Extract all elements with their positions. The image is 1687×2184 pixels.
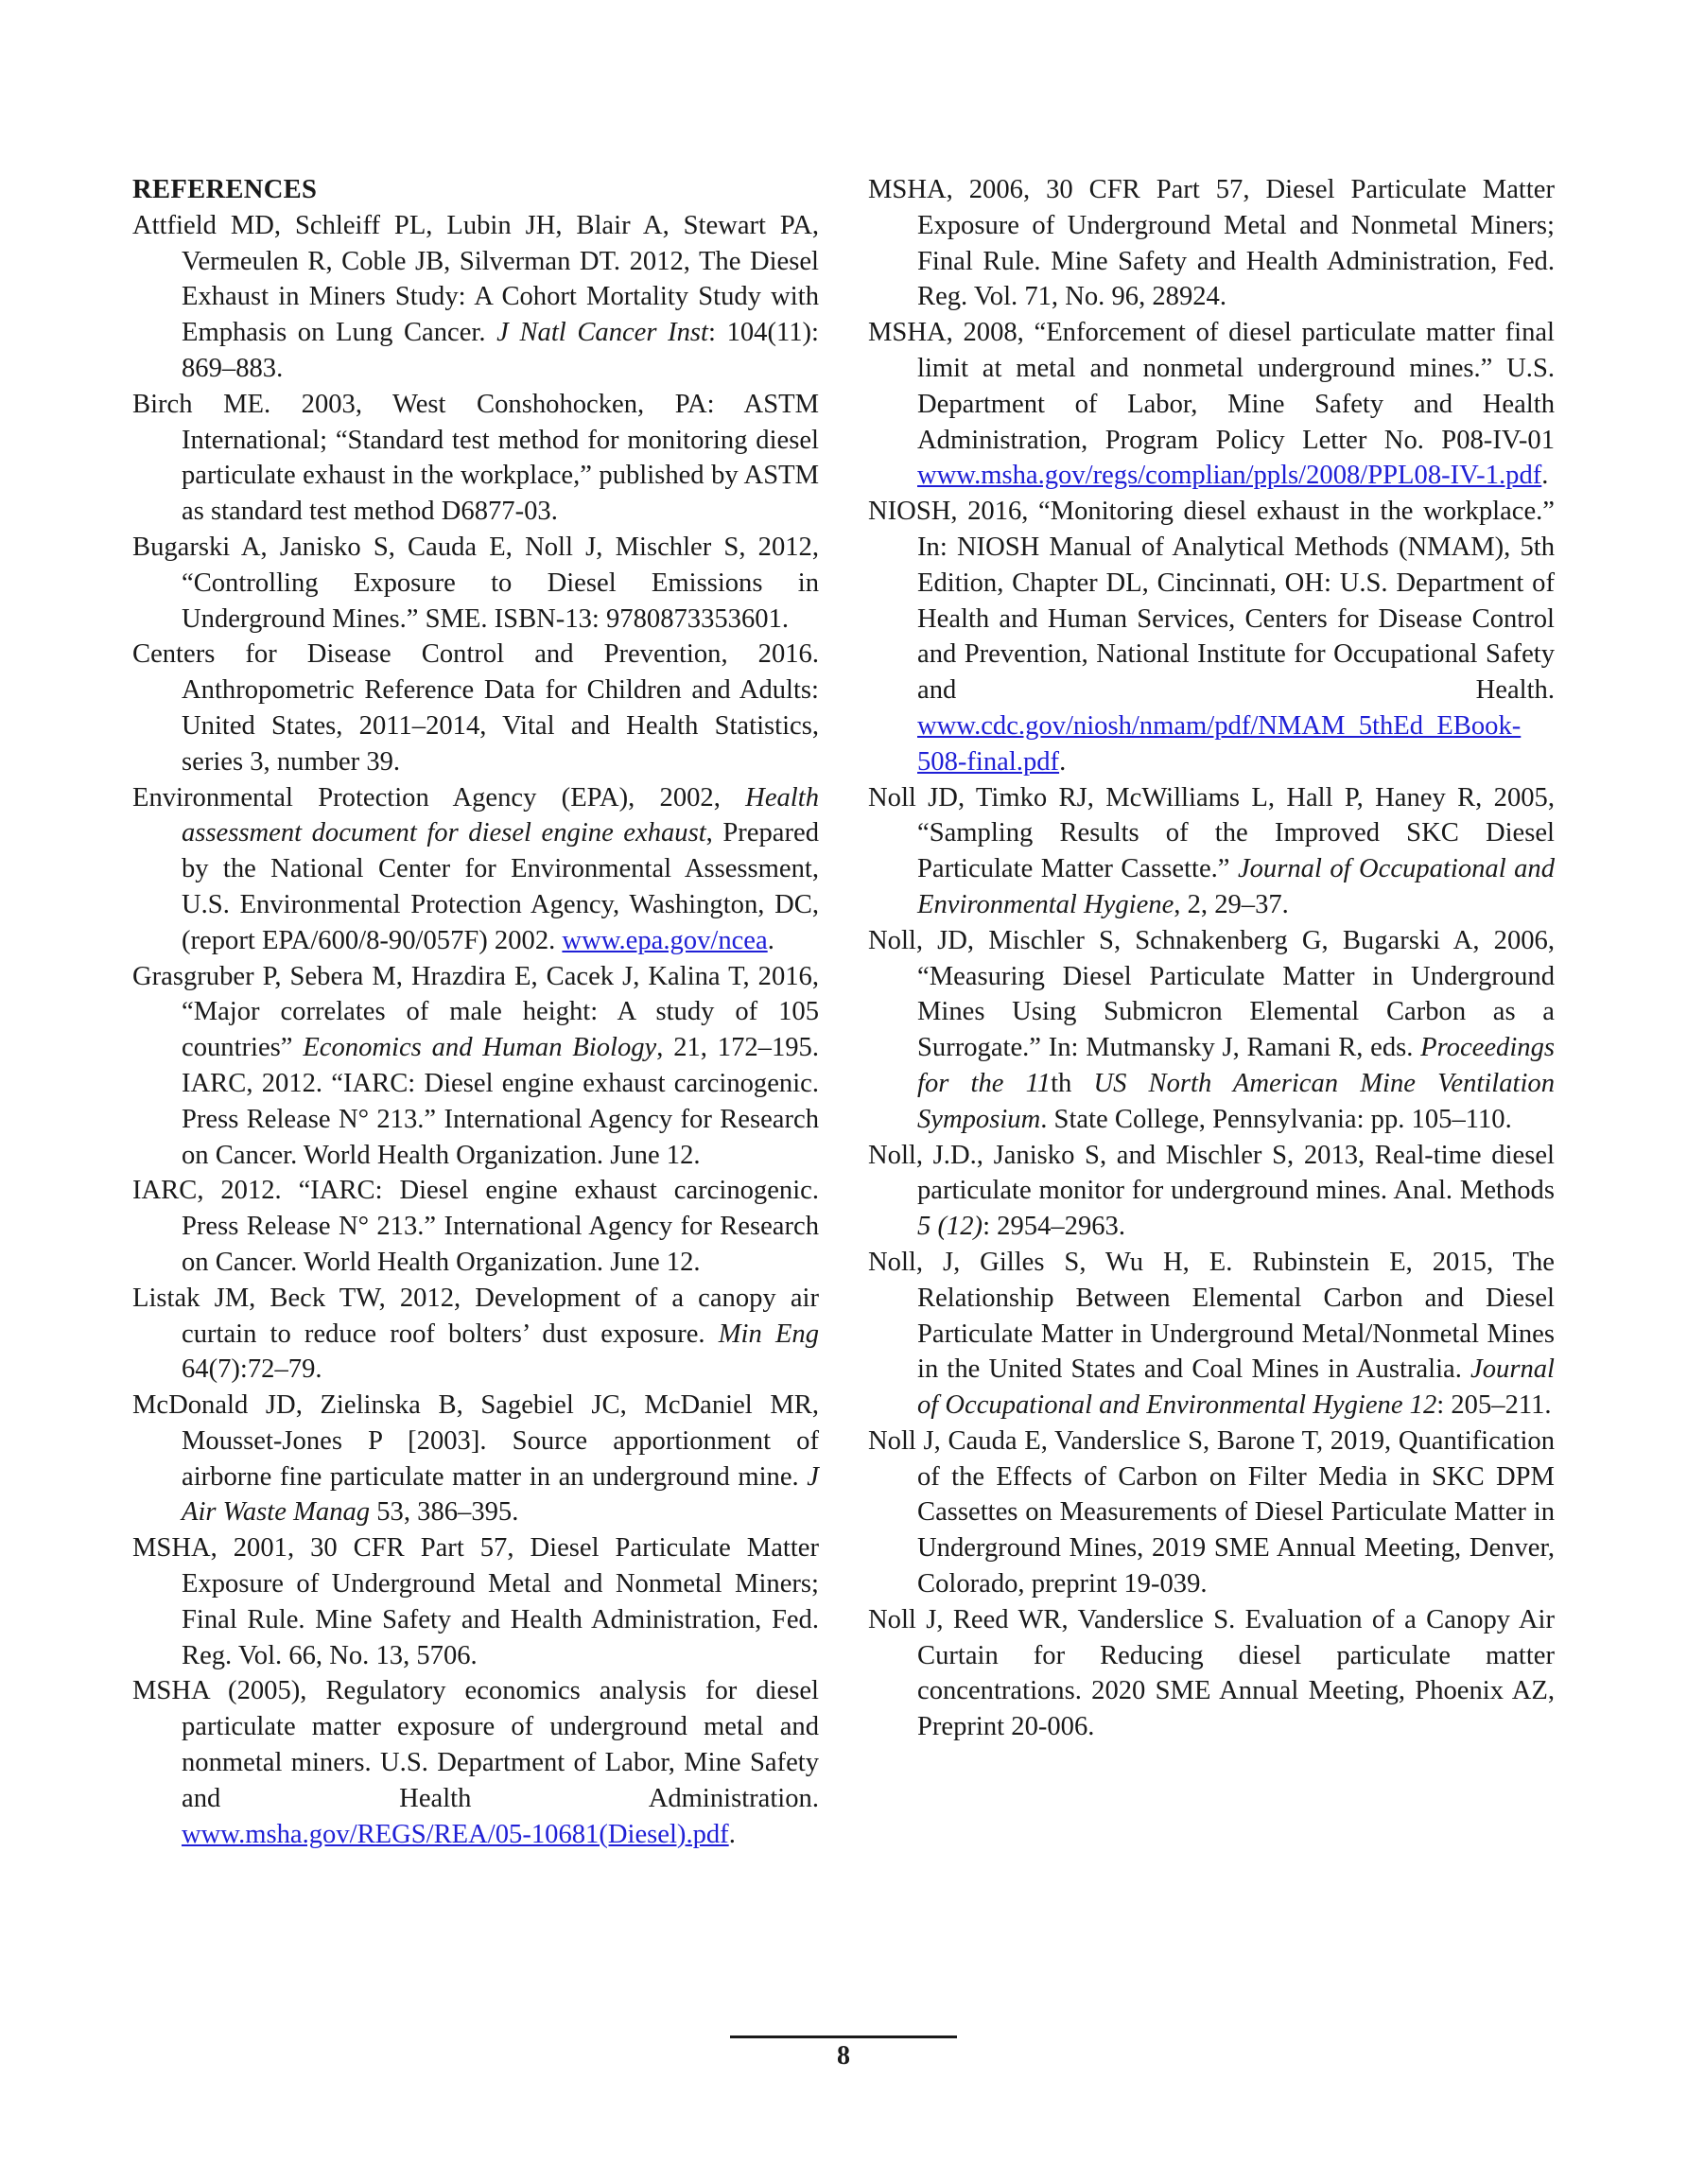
reference-text: : 104(11): 869–883. — [182, 318, 819, 383]
italic-text: J Air Waste Manag — [182, 1461, 819, 1528]
reference-link[interactable]: www.msha.gov/regs/complian/ppls/2008/PPL08-IV-1.pdf — [917, 461, 1542, 491]
reference-entry — [868, 1245, 1555, 1424]
reference-text: 64(7):72–79. — [182, 1354, 322, 1385]
reference-text: . — [728, 1819, 736, 1849]
reference-text: Noll J, Reed WR, Vanderslice S. Evaluation of a Canopy Air Curtain for Reducing diesel particulate matter concentrations. 2020 SME Annual Meeting, Phoenix AZ, Preprint 20-006. — [868, 1604, 1555, 1742]
reference-entry — [132, 1530, 819, 1673]
reference-entry — [132, 530, 819, 637]
references-heading: REFERENCES — [132, 175, 318, 204]
footer-rule — [730, 2035, 957, 2038]
reference-text: . — [1059, 746, 1067, 777]
reference-entry — [132, 959, 819, 1174]
reference-entry — [132, 1673, 819, 1852]
reference-text: MSHA (2005), Regulatory economics analysis for diesel particulate matter exposure of underground metal and nonmetal miners. U.S. Department of Labor, Mine Safety and Health Administration. — [132, 1676, 819, 1813]
reference-text: MSHA, 2001, 30 CFR Part 57, Diesel Particulate Matter Exposure of Underground Metal and Nonmetal Miners; Final Rule. Mine Safety and Health Administration, Fed. Reg. Vol. 66, No. 13, 5706. — [132, 1533, 819, 1670]
reference-entry — [132, 1173, 819, 1280]
reference-entry — [132, 637, 819, 779]
reference-entry — [868, 172, 1555, 315]
reference-text: McDonald JD, Zielinska B, Sagebiel JC, McDaniel MR, Mousset-Jones P [2003]. Source apportionment of airborne fine particulate matter in an underground mine. — [132, 1390, 819, 1492]
italic-text: Journal of Occupational and Environmental Hygiene 12 — [917, 1354, 1555, 1421]
right-column — [868, 172, 1555, 1745]
left-reference-list — [132, 208, 819, 1853]
reference-text: th — [1051, 1068, 1094, 1098]
italic-text: Health assessment document for diesel engine exhaust — [182, 782, 819, 848]
reference-text: Noll JD, Timko RJ, McWilliams L, Hall P, Haney R, 2005, “Sampling Results of the Improved SKC Diesel Particulate Matter Cassette.” — [868, 782, 1555, 884]
reference-link[interactable]: www.epa.gov/ncea — [562, 925, 768, 955]
page-number: 8 — [837, 2041, 850, 2070]
reference-link[interactable]: www.cdc.gov/niosh/nmam/pdf/NMAM_5thEd_EBook-508-final.pdf — [917, 710, 1522, 777]
italic-text: J Natl Cancer Inst — [496, 318, 709, 348]
reference-entry — [132, 387, 819, 530]
reference-text: Noll J, Cauda E, Vanderslice S, Barone T, 2019, Quantification of the Effects of Carbon on Filter Media in SKC DPM Cassettes on Measurements of Diesel Particulate Matter in Underground Mines, 2019 SME Annual Meeting, Denver, Colorado, preprint 19-039. — [868, 1425, 1555, 1599]
reference-text: Centers for Disease Control and Prevention, 2016. Anthropometric Reference Data for Children and Adults: United States, 2011–2014, Vital and Health Statistics, series 3, number 39. — [132, 639, 819, 777]
reference-text: IARC, 2012. “IARC: Diesel engine exhaust carcinogenic. Press Release N° 213.” International Agency for Research on Cancer. World Health Organization. June 12. — [132, 1176, 819, 1277]
left-column — [132, 172, 819, 1852]
reference-text: Environmental Protection Agency (EPA), 2002, — [132, 782, 746, 812]
reference-entry — [132, 208, 819, 387]
reference-text: MSHA, 2006, 30 CFR Part 57, Diesel Particulate Matter Exposure of Underground Metal and Nonmetal Miners; Final Rule. Mine Safety and Health Administration, Fed. Reg. Vol. 71, No. 96, 28924. — [868, 175, 1555, 312]
reference-text: Listak JM, Beck TW, 2012, Development of a canopy air curtain to reduce roof bolters’ dust exposure. — [132, 1283, 819, 1349]
reference-entry — [868, 315, 1555, 494]
right-reference-list — [868, 172, 1555, 1745]
italic-text: 5 (12) — [917, 1212, 983, 1242]
italic-text: Min Eng — [718, 1319, 819, 1349]
reference-link[interactable]: www.msha.gov/REGS/REA/05-10681(Diesel).pdf — [182, 1819, 729, 1849]
reference-text: Noll, J.D., Janisko S, and Mischler S, 2013, Real-time diesel particulate monitor for underground mines. Anal. Methods — [868, 1140, 1555, 1206]
reference-text: MSHA, 2008, “Enforcement of diesel particulate matter final limit at metal and nonmetal underground mines.” U.S. Department of Labor, Mine Safety and Health Administration, Program Policy Letter No. P08-IV-01 — [868, 318, 1555, 455]
reference-entry — [132, 780, 819, 959]
reference-entry — [868, 923, 1555, 1138]
reference-text: Birch ME. 2003, West Conshohocken, PA: ASTM International; “Standard test method for monitoring diesel particulate exhaust in the workplace,” published by ASTM as standard test method D6877-03. — [132, 389, 819, 527]
reference-text: Attfield MD, Schleiff PL, Lubin JH, Blair A, Stewart PA, Vermeulen R, Coble JB, Silverman DT. 2012, The Diesel Exhaust in Miners Study: A Cohort Mortality Study with Emphasis on Lung Cancer. — [132, 210, 819, 348]
reference-entry — [868, 780, 1555, 923]
reference-entry — [868, 494, 1555, 779]
reference-text: 53, 386–395. — [370, 1497, 519, 1528]
reference-text: : 2954–2963. — [983, 1212, 1126, 1242]
reference-entry — [132, 1281, 819, 1388]
reference-text: Noll, JD, Mischler S, Schnakenberg G, Bugarski A, 2006, “Measuring Diesel Particulate Matter in Underground Mines Using Submicron Elemental Carbon as a Surrogate.” In: Mutmansky J, Ramani R, eds. — [868, 925, 1555, 1063]
reference-entry — [868, 1138, 1555, 1245]
reference-text: . — [767, 925, 774, 955]
reference-text: , 2, 29–37. — [1174, 889, 1289, 919]
italic-text: US North American Mine Ventilation Symposium — [917, 1068, 1555, 1134]
italic-text: Economics and Human Biology — [303, 1033, 657, 1063]
italic-text: Proceedings for the 11 — [917, 1033, 1555, 1098]
reference-entry — [868, 1602, 1555, 1745]
reference-text: Grasgruber P, Sebera M, Hrazdira E, Cacek J, Kalina T, 2016, “Major correlates of male height: A study of 105 countries” — [132, 961, 819, 1063]
reference-text: . — [1541, 461, 1549, 491]
reference-entry — [132, 1388, 819, 1530]
reference-text: , Prepared by the National Center for Environmental Assessment, U.S. Environmental Protection Agency, Washington, DC, (report EPA/600/8-90/057F) 2002. — [182, 818, 819, 955]
reference-text: Bugarski A, Janisko S, Cauda E, Noll J, Mischler S, 2012, “Controlling Exposure to Diesel Emissions in Underground Mines.” SME. ISBN-13: 9780873353601. — [132, 532, 819, 634]
reference-text: , 21, 172–195. IARC, 2012. “IARC: Diesel engine exhaust carcinogenic. Press Release N° 213.” International Agency for Research on Cancer. World Health Organization. June 12. — [182, 1033, 819, 1170]
reference-text: NIOSH, 2016, “Monitoring diesel exhaust in the workplace.” In: NIOSH Manual of Analytical Methods (NMAM), 5th Edition, Chapter DL, Cincinnati, OH: U.S. Department of Health and Human Services, Centers for Disease Control and Prevention, National Institute for Occupational Safety and Health. — [868, 497, 1555, 706]
italic-text: Journal of Occupational and Environmental Hygiene — [917, 854, 1555, 919]
reference-text: : 205–211. — [1436, 1390, 1552, 1421]
reference-text: Noll, J, Gilles S, Wu H, E. Rubinstein E, 2015, The Relationship Between Elemental Carbon and Diesel Particulate Matter in Underground Metal/Nonmetal Mines in the United States and Coal Mines in Australia. — [868, 1247, 1555, 1385]
reference-entry — [868, 1424, 1555, 1602]
reference-text: . State College, Pennsylvania: pp. 105–110. — [1040, 1104, 1512, 1134]
